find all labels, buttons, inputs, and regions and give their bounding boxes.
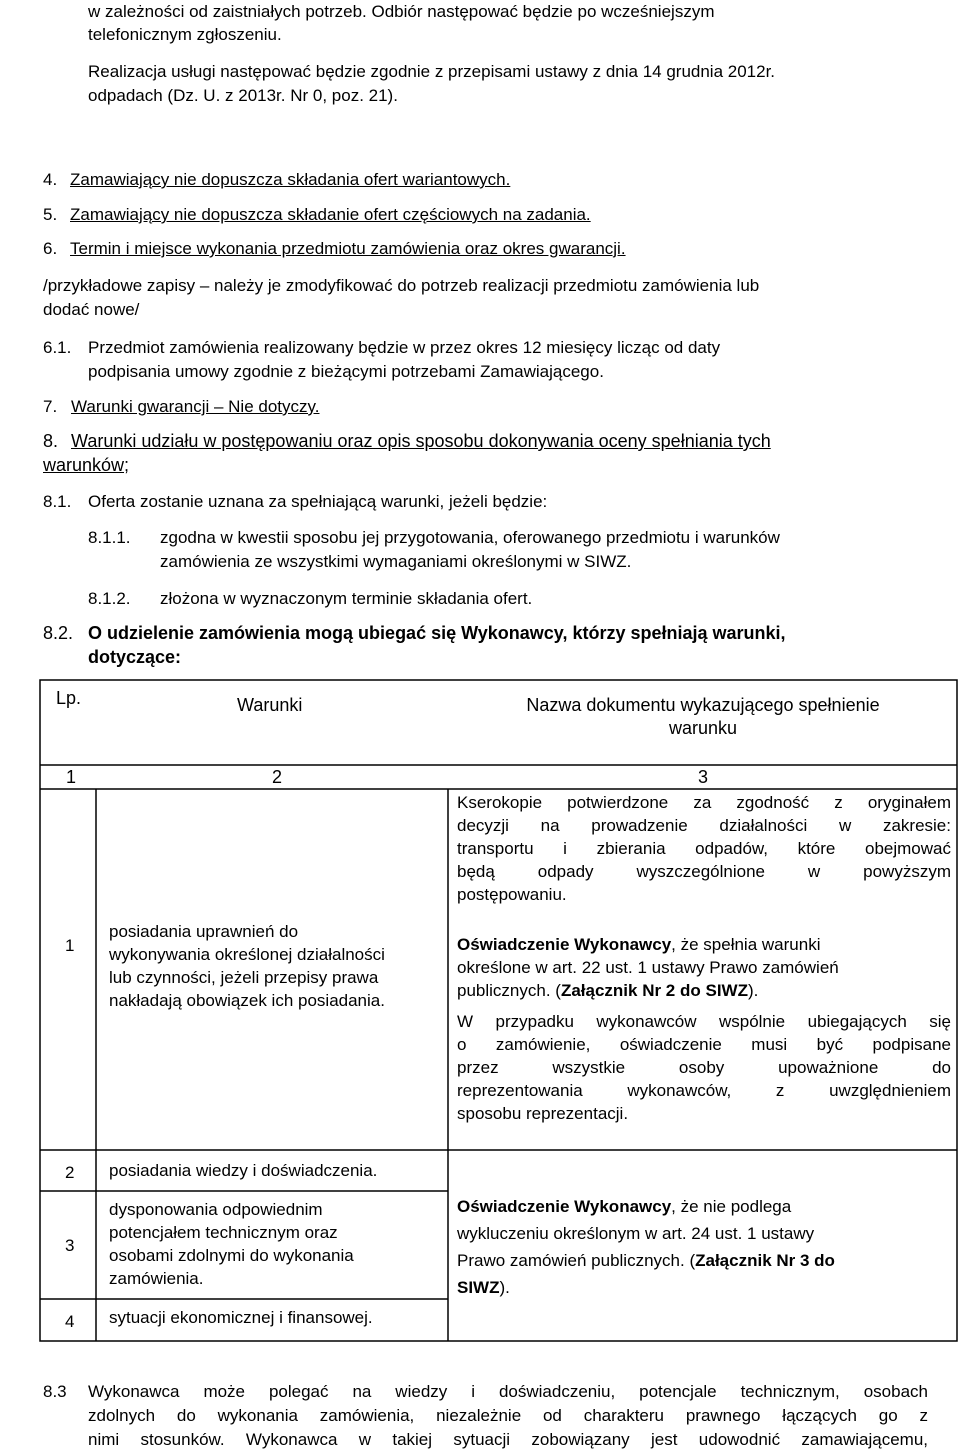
doc-line: transportu i zbierania odpadów, które obejmować (457, 839, 951, 858)
section-number: 4. (43, 170, 58, 189)
row-4-condition: sytuacji ekonomicznej i finansowej. (109, 1308, 373, 1327)
doc-text: ). (499, 1278, 510, 1297)
doc-text: ). (747, 981, 759, 1000)
rows-2-4-doc (457, 1193, 951, 1301)
section-number: 7. (43, 397, 58, 416)
row-number: 2 (65, 1163, 75, 1182)
section-number: 8. (43, 431, 59, 451)
header-nazwa-line: Nazwa dokumentu wykazującego spełnienie (526, 695, 880, 715)
doc-bold: Oświadczenie Wykonawcy (457, 1197, 672, 1216)
conditions-table (39, 679, 959, 1343)
section-number: 6.1. (43, 338, 72, 357)
section-number: 8.3 (43, 1382, 67, 1401)
condition-line: nakładają obowiązek ich posiadania. (109, 991, 385, 1010)
section-8-1-1-line: zamówienia ze wszystkimi wymaganiami określonymi w SIWZ. (160, 552, 632, 571)
doc-line: decyzji na prowadzenie działalności w zakresie: (457, 816, 951, 835)
doc-line: postępowaniu. (457, 885, 567, 904)
column-number: 2 (272, 767, 283, 787)
section-8-3-line: zdolnych do wykonania zamówienia, niezależnie od charakteru prawnego łączących go z (88, 1406, 928, 1425)
doc-line: reprezentowania wykonawców, z uwzględnieniem (457, 1081, 951, 1100)
header-warunki: Warunki (237, 695, 303, 715)
header-nazwa (448, 694, 958, 740)
section-6-1-line: podpisania umowy zgodnie z bieżącymi potrzebami Zamawiającego. (88, 362, 604, 381)
row-1-doc-b (457, 933, 951, 1002)
section-8-3-line: Wykonawca może polegać na wiedzy i doświadczeniu, potencjale technicznym, osobach (88, 1382, 928, 1401)
section-number: 8.1.2. (88, 589, 131, 608)
realizacja-line: odpadach (Dz. U. z 2013r. Nr 0, poz. 21). (88, 86, 398, 105)
header-nazwa-line: warunku (668, 718, 738, 738)
row-number: 4 (65, 1312, 75, 1331)
doc-bold: Załącznik Nr 2 do SIWZ (560, 981, 748, 1000)
doc-bold: Załącznik Nr 3 do (695, 1251, 835, 1270)
section-8-title: warunków; (43, 455, 130, 475)
condition-line: potencjałem technicznym oraz (109, 1223, 338, 1242)
row-number: 1 (65, 936, 75, 955)
paragraph-line: w zależności od zaistniałych potrzeb. Odbiór następować będzie po wcześniejszym (88, 2, 715, 21)
doc-line: przez wszystkie osoby upoważnione do (457, 1058, 951, 1077)
row-1-condition (109, 920, 444, 1012)
section-8-2-line: O udzielenie zamówienia mogą ubiegać się Wykonawcy, którzy spełniają warunki, (88, 623, 786, 643)
row-number: 3 (65, 1236, 75, 1255)
column-number: 1 (66, 767, 77, 787)
row-2-condition: posiadania wiedzy i doświadczenia. (109, 1161, 378, 1180)
section-8-1 (43, 490, 547, 513)
doc-text: , że spełnia warunki (671, 935, 821, 954)
doc-line: określone w art. 22 ust. 1 ustawy Prawo zamówień (457, 958, 839, 977)
section-title: Warunki gwarancji – Nie dotyczy. (71, 397, 320, 416)
section-4-heading (43, 168, 510, 191)
doc-line: będą odpady wyszczególnione w powyższym (457, 862, 951, 881)
section-5-heading (43, 203, 591, 226)
realizacja-line: Realizacja usługi następować będzie zgodnie z przepisami ustawy z dnia 14 grudnia 2012r. (88, 62, 776, 81)
section-number: 8.1.1. (88, 528, 131, 547)
doc-line: W przypadku wykonawców wspólnie ubiegających się (457, 1012, 951, 1031)
section-title: Zamawiający nie dopuszcza składanie ofert częściowych na zadania. (70, 205, 591, 224)
section-title: Termin i miejsce wykonania przedmiotu zamówienia oraz okres gwarancji. (70, 239, 626, 258)
note-line: /przykładowe zapisy – należy je zmodyfikować do potrzeb realizacji przedmiotu zamówienia lub (43, 276, 760, 295)
condition-line: zamówienia. (109, 1269, 204, 1288)
section-8-2-line: dotyczące: (88, 647, 182, 667)
doc-text: publicznych. ( (457, 981, 561, 1000)
section-number: 6. (43, 239, 58, 258)
section-7-heading (43, 395, 319, 418)
condition-line: lub czynności, jeżeli przepisy prawa (109, 968, 379, 987)
doc-bold: Oświadczenie Wykonawcy (457, 935, 672, 954)
doc-text: Prawo zamówień publicznych. ( (457, 1251, 696, 1270)
doc-line: Kserokopie potwierdzone za zgodność z oryginałem (457, 793, 951, 812)
condition-line: wykonywania określonej działalności (109, 945, 385, 964)
section-title: Zamawiający nie dopuszcza składania ofert wariantowych. (70, 170, 511, 189)
section-6-1-line: Przedmiot zamówienia realizowany będzie w przez okres 12 miesięcy licząc od daty (88, 338, 721, 357)
doc-line: o zamówienie, oświadczenie musi być podpisane (457, 1035, 951, 1054)
section-8-title: Warunki udziału w postępowaniu oraz opis sposobu dokonywania oceny spełniania tych (71, 431, 771, 451)
section-number: 8.2. (43, 623, 74, 643)
doc-text: , że nie podlega (671, 1197, 792, 1216)
doc-line: wykluczeniu określonym w art. 24 ust. 1 ustawy (457, 1224, 815, 1243)
section-8-1-1-line: zgodna w kwestii sposobu jej przygotowania, oferowanego przedmiotu i warunków (160, 528, 780, 547)
section-number: 8.1. (43, 492, 72, 511)
row-1-doc-c (457, 1010, 951, 1125)
section-8-3-line: nimi stosunków. Wykonawca w takiej sytuacji zobowiązany jest udowodnić zamawiającemu, (88, 1430, 928, 1449)
condition-line: dysponowania odpowiednim (109, 1200, 323, 1219)
section-6-heading (43, 237, 626, 260)
column-number: 3 (698, 767, 709, 787)
section-number: 5. (43, 205, 58, 224)
paragraph-line: telefonicznym zgłoszeniu. (88, 25, 282, 44)
condition-line: posiadania uprawnień do (109, 922, 299, 941)
section-text: Oferta zostanie uznana za spełniającą warunki, jeżeli będzie: (88, 492, 548, 511)
row-3-condition (109, 1198, 444, 1290)
doc-bold: SIWZ (457, 1278, 500, 1297)
condition-line: osobami zdolnymi do wykonania (109, 1246, 354, 1265)
note-line: dodać nowe/ (43, 300, 140, 319)
header-lp: Lp. (56, 688, 82, 708)
section-8-1-2-text: złożona w wyznaczonym terminie składania ofert. (160, 589, 533, 608)
row-1-doc-a (457, 791, 951, 906)
doc-line: sposobu reprezentacji. (457, 1104, 629, 1123)
